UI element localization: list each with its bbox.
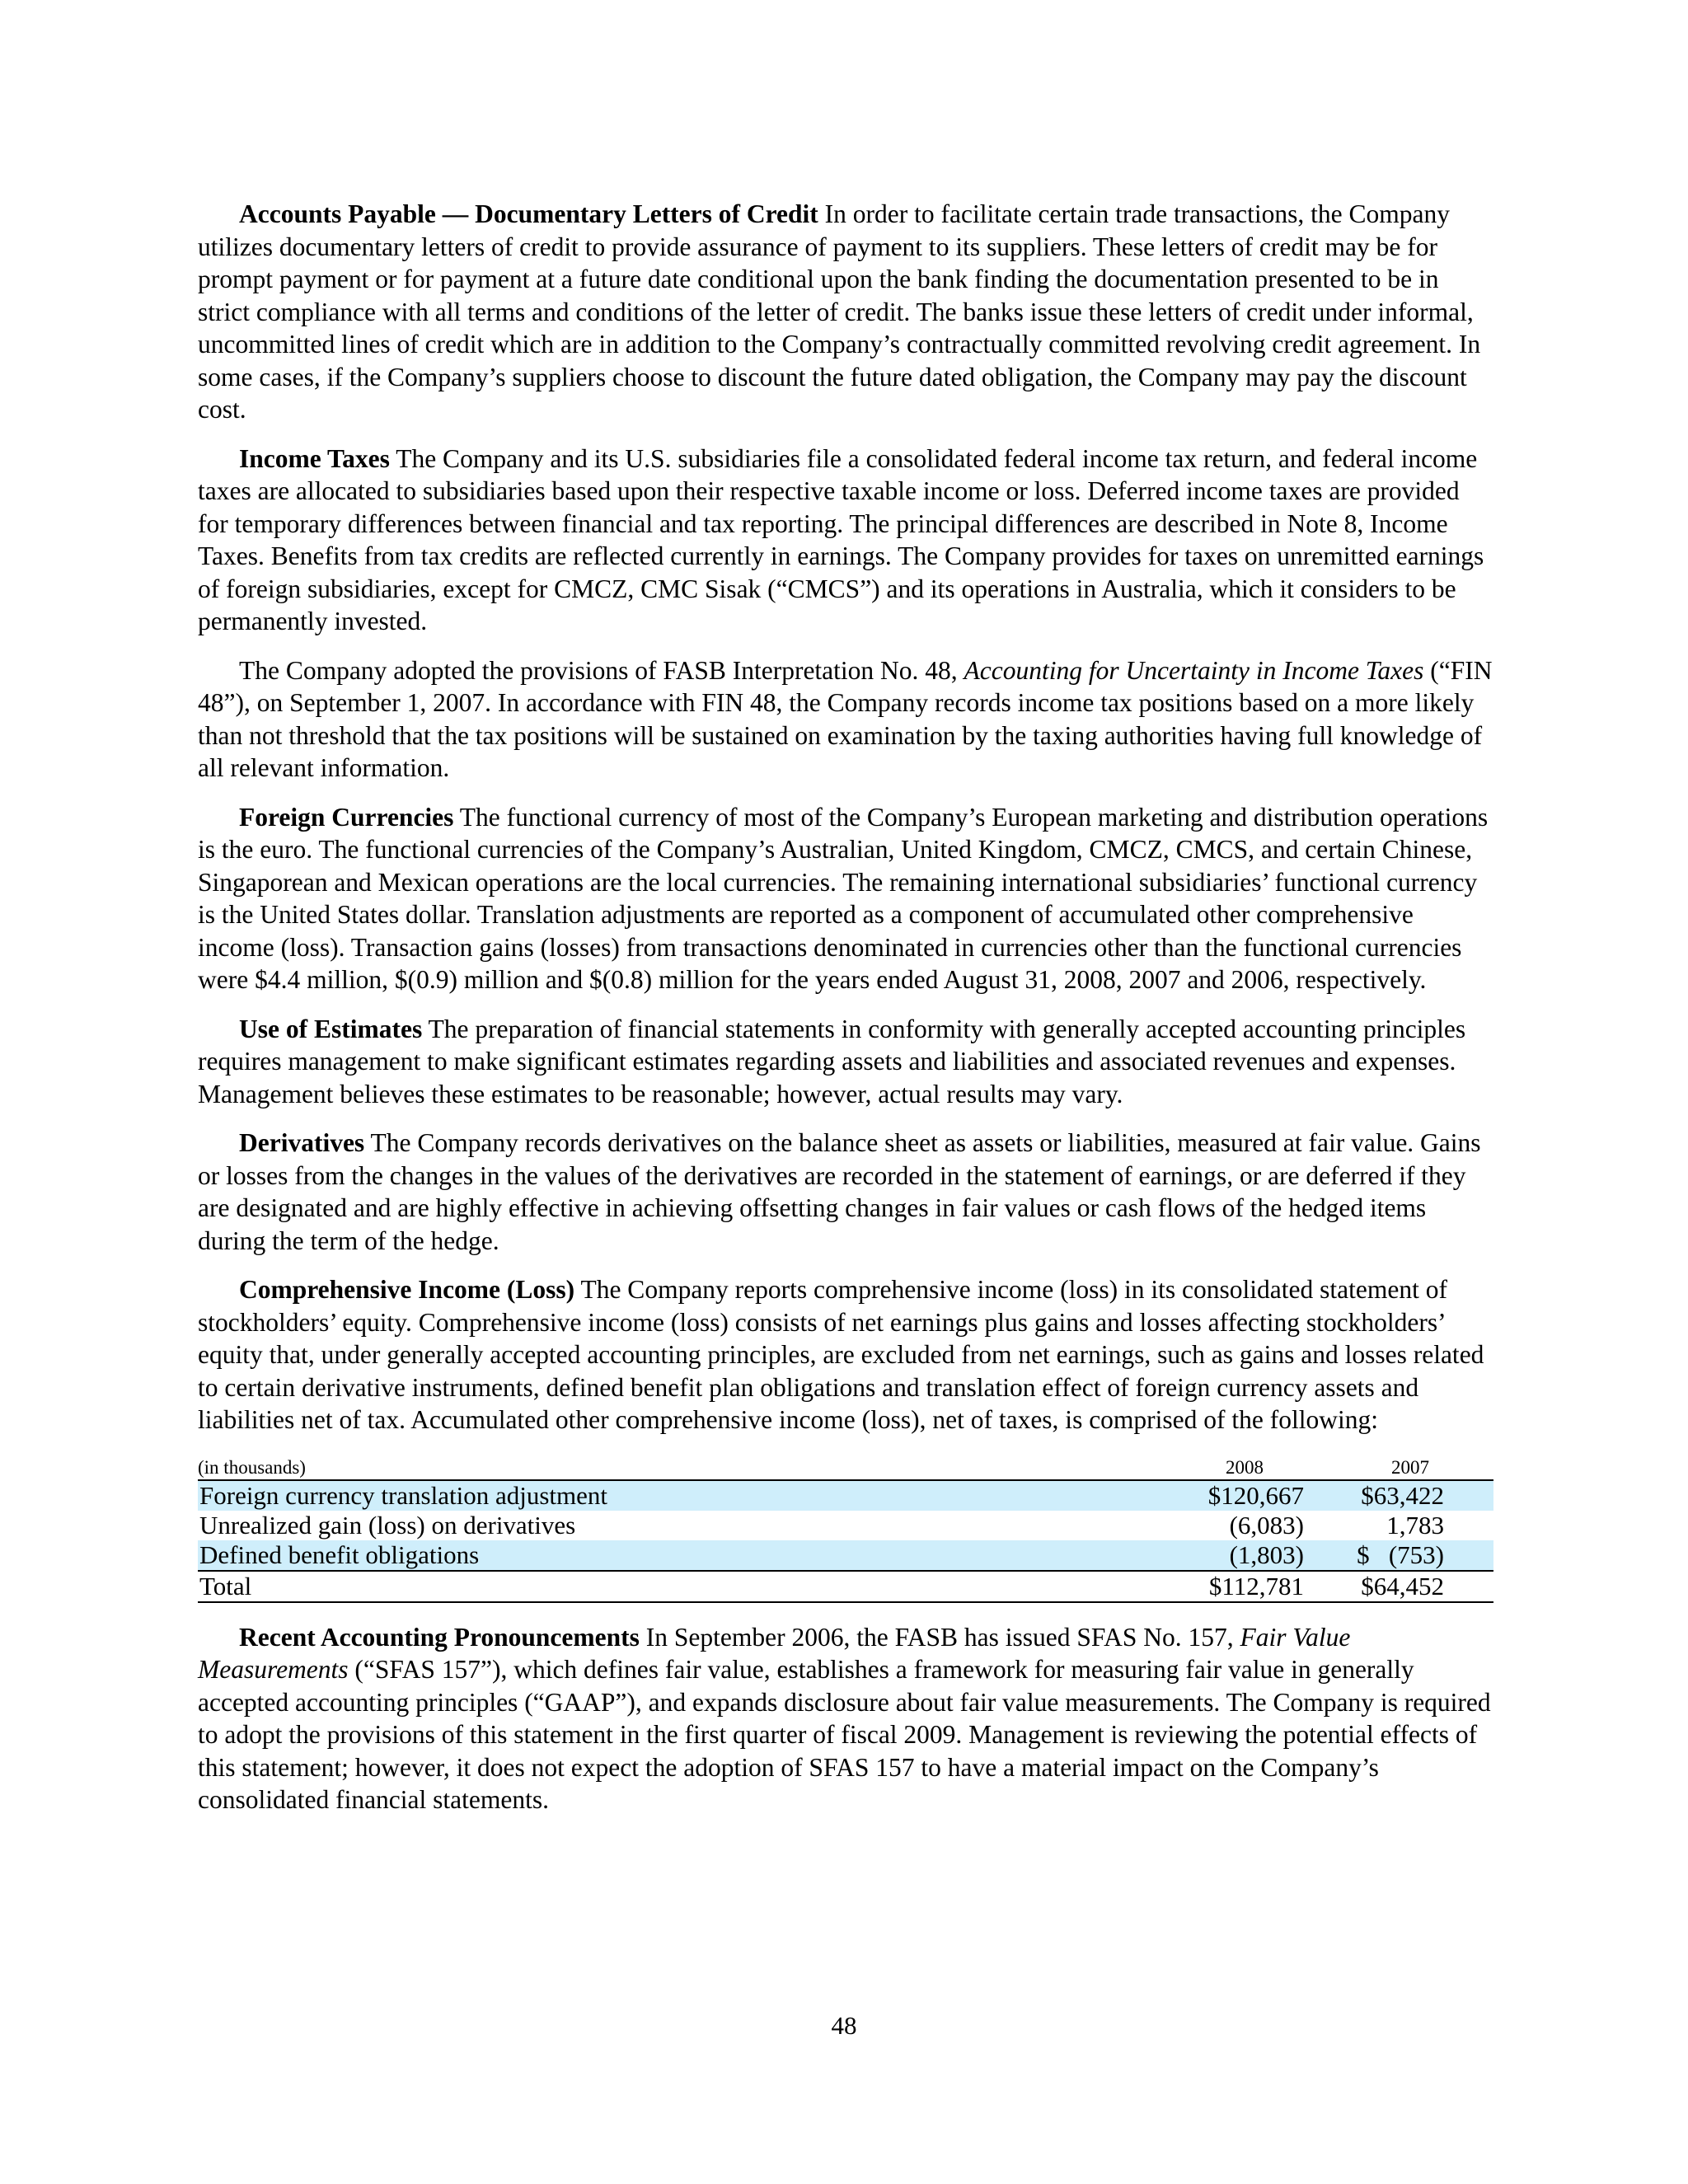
page-number: 48 — [831, 2011, 857, 2040]
row-value-2007: 1,783 — [1386, 1510, 1444, 1540]
heading-comprehensive-income: Comprehensive Income (Loss) — [239, 1275, 575, 1304]
table-header-row — [198, 1456, 1493, 1480]
paragraph-accounts-payable — [198, 198, 1493, 426]
table-row — [198, 1540, 1493, 1571]
paragraph-fin48 — [198, 654, 1493, 785]
text-recent-pronouncements-post: (“SFAS 157”), which defines fair value, establishes a framework for measuring fair value in generally accepted accounting principles (“GAAP”), and expands disclosure about fair value measurements. The Company is required to adopt the provisions of this statement in the first quarter of fiscal 2009. Management is reviewing the potential effects of this statement; however, it does not expect the adoption of SFAS 157 to have a material impact on the Company’s consolidated financial statements. — [198, 1655, 1491, 1814]
paragraph-use-of-estimates — [198, 1013, 1493, 1111]
table-row — [198, 1511, 1493, 1540]
total-value-2007: $64,452 — [1327, 1571, 1493, 1602]
document-page — [198, 198, 1493, 1833]
row-value-2007: $ (753) — [1327, 1540, 1493, 1571]
text-fin48-pre: The Company adopted the provisions of FASB Interpretation No. 48, — [239, 655, 964, 685]
paragraph-income-taxes — [198, 443, 1493, 638]
table-total-row — [198, 1571, 1493, 1602]
text-derivatives: The Company records derivatives on the balance sheet as assets or liabilities, measured at fair value. Gains or losses from the changes in the values of the derivatives are recorded in the statement of earnings, or are deferred if they are designated and are highly effective in achieving offsetting changes in fair values or cash flows of the hedged items during the term of the hedge. — [198, 1128, 1481, 1255]
table-header-units: (in thousands) — [198, 1456, 1162, 1480]
text-income-taxes: The Company and its U.S. subsidiaries file a consolidated federal income tax return, and federal income taxes are allocated to subsidiaries based upon their respective taxable income or loss. Deferred income taxes are provided for temporary differences between financial and tax reporting. The principal differences are described in Note 8, Income Taxes. Benefits from tax credits are reflected currently in earnings. The Company provides for taxes on unremitted earnings of foreign subsidiaries, except for CMCZ, CMC Sisak (“CMCS”) and its operations in Australia, which it considers to be permanently invested. — [198, 443, 1484, 635]
row-label: Unrealized gain (loss) on derivatives — [199, 1510, 576, 1540]
total-label: Total — [198, 1571, 1162, 1602]
row-label: Foreign currency translation adjustment — [198, 1480, 1162, 1511]
paragraph-derivatives — [198, 1127, 1493, 1257]
table-header-2007: 2007 — [1327, 1456, 1493, 1480]
row-label: Defined benefit obligations — [198, 1540, 1162, 1571]
row-value-2008: $120,667 — [1162, 1480, 1327, 1511]
heading-accounts-payable: Accounts Payable — Documentary Letters of Credit — [239, 199, 818, 228]
paragraph-comprehensive-income — [198, 1273, 1493, 1436]
text-comprehensive-income: The Company reports comprehensive income (loss) in its consolidated statement of stockholders’ equity. Comprehensive income (loss) consists of net earnings plus gains and losses affecting stockholders’ equity that, under generally accepted accounting principles, are excluded from net earnings, such as gains and losses related to certain derivative instruments, defined benefit plan obligations and translation effect of foreign currency assets and liabilities net of tax. Accumulated other comprehensive income (loss), net of taxes, is comprised of the following: — [198, 1275, 1484, 1434]
text-foreign-currencies: The functional currency of most of the Company’s European marketing and distribution operations is the euro. The functional currencies of the Company’s Australian, United Kingdom, CMCZ, CMCS, and certain Chinese, Singaporean and Mexican operations are the local currencies. The remaining international subsidiaries’ functional currency is the United States dollar. Translation adjustments are reported as a component of accumulated other comprehensive income (loss). Transaction gains (losses) from transactions denominated in currencies other than the functional currencies were $4.4 million, $(0.9) million and $(0.8) million for the years ended August 31, 2008, 2007 and 2006, respectively. — [198, 802, 1489, 994]
paragraph-foreign-currencies — [198, 801, 1493, 996]
text-recent-pronouncements-pre: In September 2006, the FASB has issued SFAS No. 157, — [639, 1622, 1240, 1652]
row-value-2007: $63,422 — [1327, 1480, 1493, 1511]
heading-income-taxes: Income Taxes — [239, 443, 390, 473]
heading-foreign-currencies: Foreign Currencies — [239, 802, 454, 832]
row-value-2008: (6,083) — [1229, 1510, 1304, 1540]
heading-recent-pronouncements: Recent Accounting Pronouncements — [239, 1622, 640, 1652]
text-fin48-post: (“FIN 48”), on September 1, 2007. In accordance with FIN 48, the Company records income tax positions based on a more likely than not threshold that the tax positions will be sustained on examination by the taxing authorities having full knowledge of all relevant information. — [198, 655, 1493, 782]
text-accounts-payable: In order to facilitate certain trade transactions, the Company utilizes documentary letters of credit to provide assurance of payment to its suppliers. These letters of credit may be for prompt payment or for payment at a future date conditional upon the bank finding the documentation presented to be in strict compliance with all terms and conditions of the letter of credit. The banks issue these letters of credit under informal, uncommitted lines of credit which are in addition to the Company’s contractually committed revolving credit agreement. In some cases, if the Company’s suppliers choose to discount the future dated obligation, the Company may pay the discount cost. — [198, 199, 1481, 424]
table-header-2008: 2008 — [1162, 1456, 1327, 1480]
heading-derivatives: Derivatives — [239, 1128, 365, 1157]
text-sfas157-title: Fair Value Measurements — [198, 1622, 1351, 1684]
table-row — [198, 1480, 1493, 1511]
row-value-2008: (1,803) — [1162, 1540, 1327, 1571]
paragraph-recent-pronouncements — [198, 1621, 1493, 1816]
aoci-table — [198, 1456, 1493, 1603]
heading-use-of-estimates: Use of Estimates — [239, 1014, 423, 1043]
text-use-of-estimates: The preparation of financial statements in conformity with generally accepted accounting principles requires management to make significant estimates regarding assets and liabilities and associated revenues and expenses. Management believes these estimates to be reasonable; however, actual results may vary. — [198, 1014, 1466, 1108]
total-value-2008: $112,781 — [1162, 1571, 1327, 1602]
text-fin48-title: Accounting for Uncertainty in Income Taxes — [964, 655, 1424, 685]
